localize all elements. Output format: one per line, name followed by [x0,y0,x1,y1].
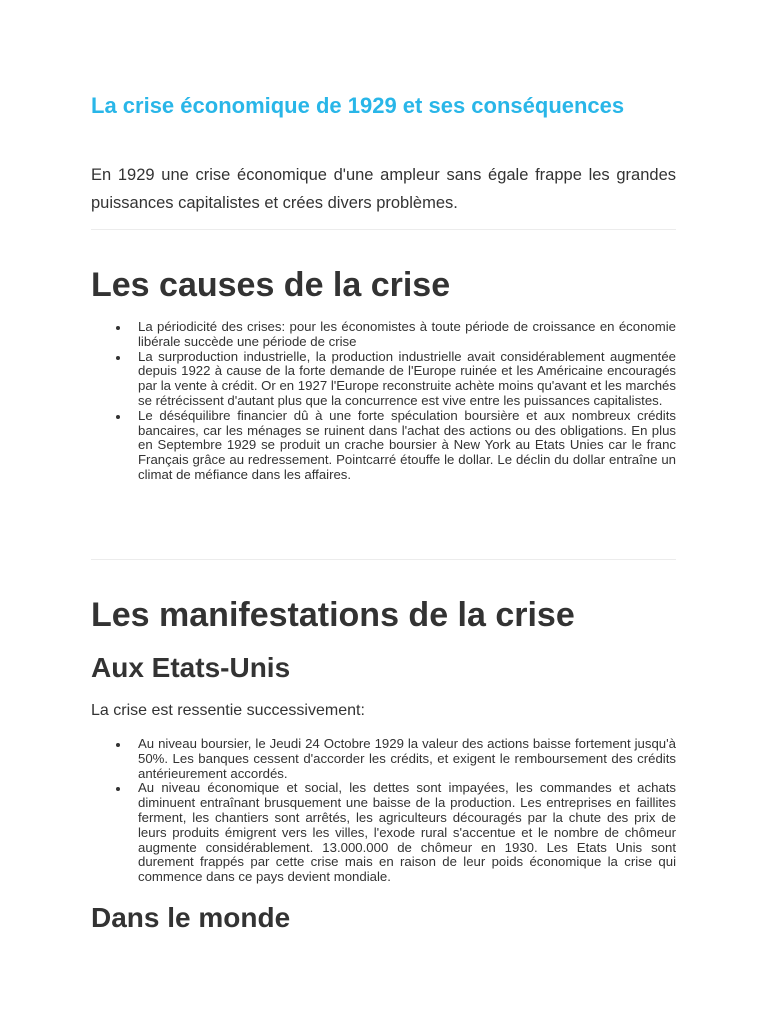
world-heading: Dans le monde [91,902,291,933]
section-divider [91,229,676,230]
causes-list [91,320,676,483]
manifestations-heading: Les manifestations de la crise [91,596,575,634]
causes-heading: Les causes de la crise [91,266,451,304]
list-item: Au niveau boursier, le Jeudi 24 Octobre 1929 la valeur des actions baisse fortement jusqu'à 50%. Les banques cessent d'accorder les crédits, et exigent le remboursement des crédits antérieurement accordés. [138,736,676,781]
list-item: Le déséquilibre financier dû à une forte spéculation boursière et aux nombreux crédits bancaires, car les ménages se ruinent dans l'achat des actions ou des obligations. En plus en Septembre 1929 se produit un crache boursier à New York au Etats Unies car le franc Français grâce au redressement. Pointcarré étouffe le dollar. Le déclin du dollar entraîne un climat de méfiance dans les affaires. [138,407,676,482]
section-divider [91,559,676,560]
list-item: Au niveau économique et social, les dettes sont impayées, les commandes et achats diminuent entraînant brusquement une baisse de la production. Les entreprises en faillites ferment, les chantiers sont arrêtés, les agriculteurs découragés par la chute des prix de leurs produits émigrent vers les villes, l'exode rural s'accentue et le nombre de chômeur augmente considérablement. 13.000.000 de chômeur en 1930. Les Etats Unis sont durement frappés par cette crise mais en raison de leur poids économique la crise qui commence dans ce pays devient mondiale. [138,780,676,885]
list-item: La surproduction industrielle, la production industrielle avait considérablement augmentée depuis 1922 à cause de la forte demande de l'Europe ruinée et les Américaine encouragés par la vente à crédit. Or en 1927 l'Europe reconstruite achète moins qu'avant et les marchés se rétrécissent d'autant plus que la concurrence est vive entre les puissances capitalistes. [138,348,676,408]
document-title: La crise économique de 1929 et ses conséquences [91,93,625,118]
list-item: La périodicité des crises: pour les économistes à toute période de croissance en économie libérale succède une période de crise [138,319,676,349]
usa-heading: Aux Etats-Unis [91,652,291,683]
usa-list [91,737,676,885]
usa-lead: La crise est ressentie successivement: [91,702,365,719]
intro-paragraph: En 1929 une crise économique d'une ampleur sans égale frappe les grandes puissances capitalistes et crées divers problèmes. [91,166,676,212]
